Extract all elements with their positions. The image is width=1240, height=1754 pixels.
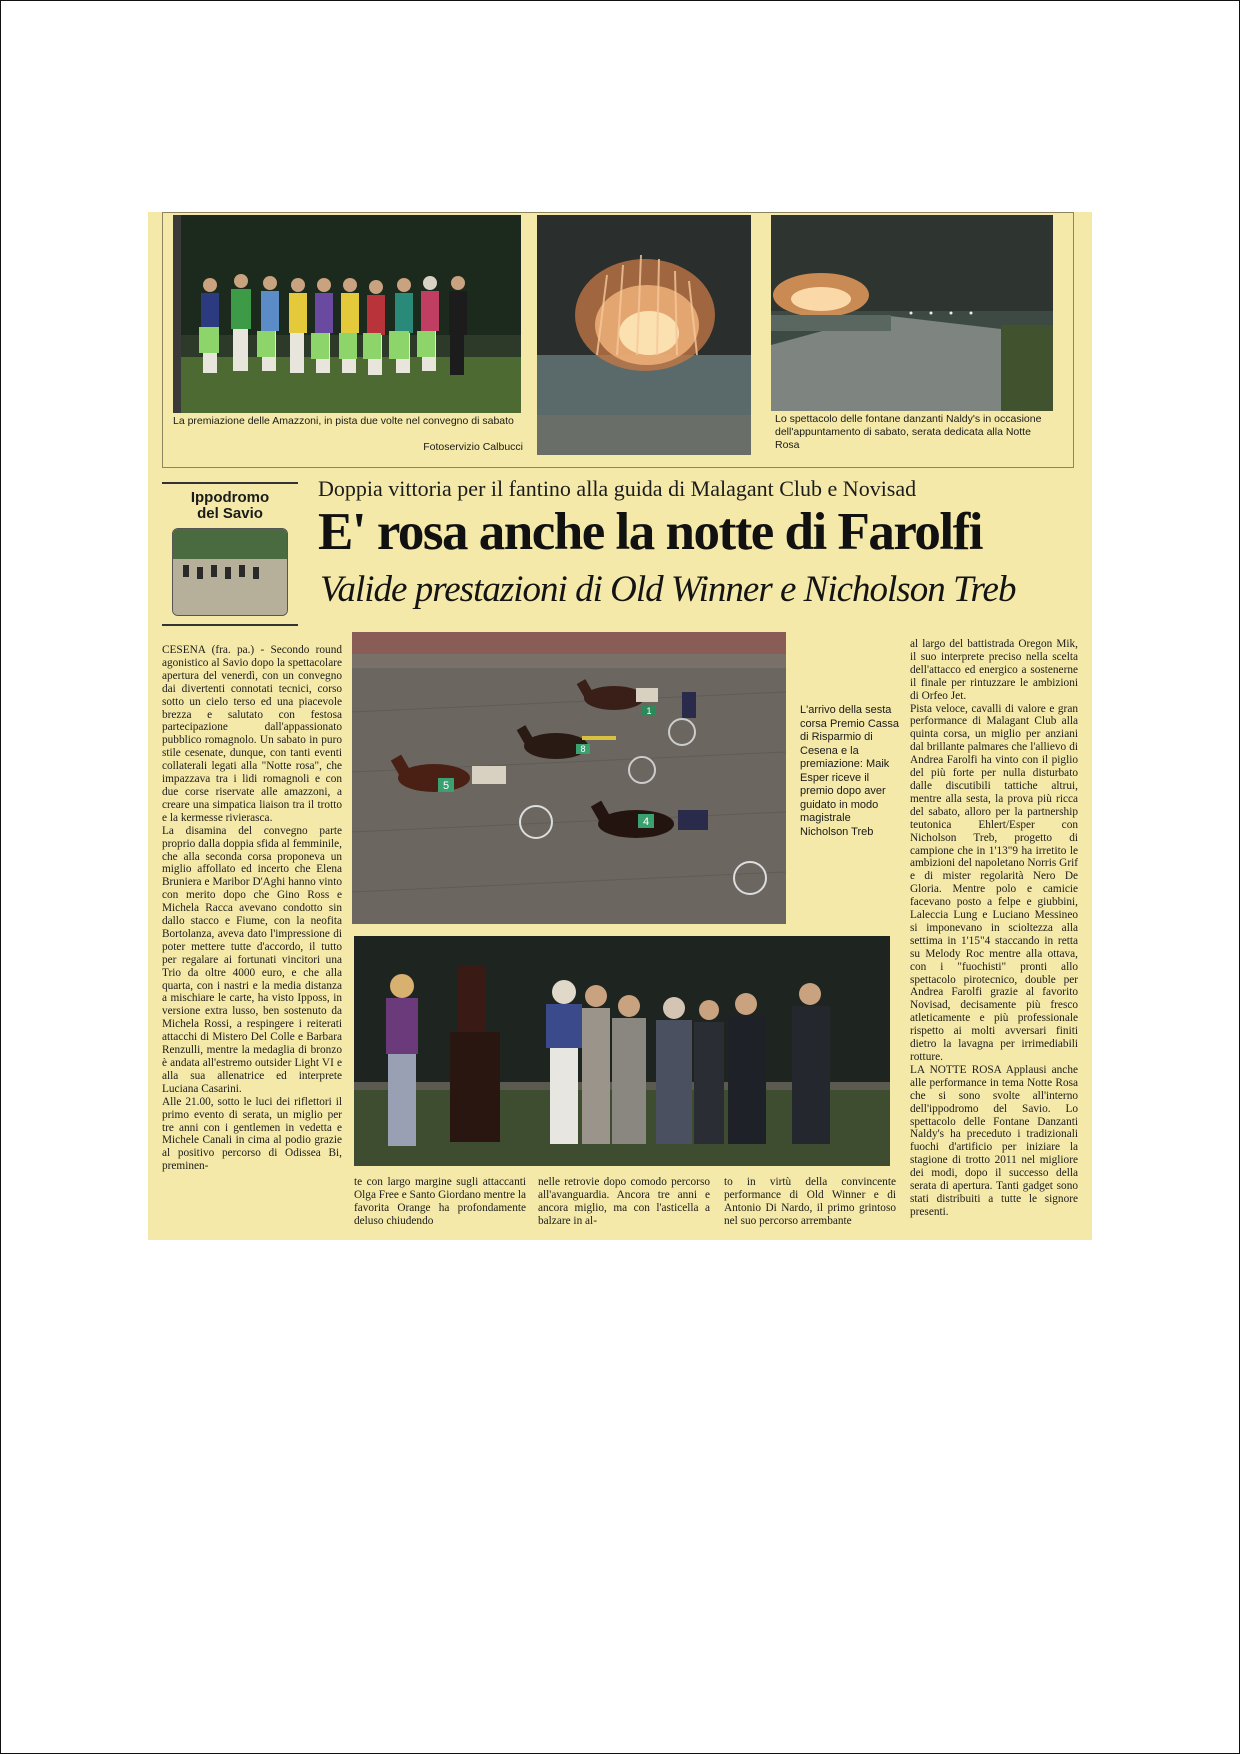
article-kicker: Doppia vittoria per il fantino alla guida di Malagant Club e Novisad xyxy=(318,476,917,501)
body-column-3 xyxy=(538,1176,710,1230)
body-col4-para: to in virtù della convincente performance di Old Winner e di Antonio Di Nardo, il primo grintoso nel suo percorso arrembante xyxy=(724,1176,896,1227)
photo-fountain xyxy=(537,215,751,455)
body-column-5 xyxy=(910,638,1078,1230)
section-title-line2: del Savio xyxy=(197,505,263,522)
race-bib-8: 8 xyxy=(580,744,586,754)
body-col5-para2: Pista veloce, cavalli di valore e gran performance di Malagant Club alla quinta corsa, un miglio per anziani dal brillante palmares che l'allievo di Andrea Farolfi ha vinto con il piglio del più forte per nulla disturbato dalle discutibili tattiche altrui, mentre alla sesta, la prova più ricca del sabato, alloro per la partnership teutonica Ehlert/Esper con Nicholson Treb, progetto di campione che in 1'13"9 ha irretito le ambizioni del napoletano Norris Grif e di mister regolarità Nero De Gloria. Mentre polo e camicie facevano posto a felpe e giubbini, Laleccia Lung e Luciano Messineo si imponevano in scioltezza alla settima in 1'15"4 staccando in retta su Melody Roc mentre alla ottava, con i "fuochisti" pronti allo spettacolo pirotecnico, double per Andrea Farolfi grazie al favorito Novisad, decisamente più fresco atleticamente e più professionale rispetto ai molti avversari finiti dietro la lavagna per irrimediabili rotture. xyxy=(910,702,1078,1063)
body-col5-para3: LA NOTTE ROSA Applausi anche alle performance in tema Notte Rosa che si sono svolte all'interno dell'ippodromo del Savio. Lo spettacolo delle Fontane Danzanti Naldy's ha preceduto i tradizionali fuochi d'artificio per iniziare la stagione di trotto 2011 nel migliore dei modi, dopo il successo della serata di apertura. Tanti gadget sono stati distribuiti a tutte le signore presenti. xyxy=(910,1063,1078,1218)
race-bib-5: 5 xyxy=(442,780,450,792)
article-headline: E' rosa anche la notte di Farolfi xyxy=(318,503,983,561)
caption-amazzoni: La premiazione delle Amazzoni, in pista due volte nel convegno di sabato xyxy=(173,415,514,427)
caption-fountain: Lo spettacolo delle fontane danzanti Naldy's in occasione dell'appuntamento di sabato, serata dedicata alla Notte Rosa xyxy=(775,413,1042,451)
section-box xyxy=(162,482,298,626)
race-bib-4: 4 xyxy=(642,816,650,828)
photo-award-ceremony xyxy=(354,936,890,1166)
article-subhead: Valide prestazioni di Old Winner e Nicholson Treb xyxy=(320,569,1016,610)
body-col1-para2: La disamina del convegno parte proprio dalla doppia sfida al femminile, che alla seconda corsa proponeva un miglio affollato ed incerto che Elena Bruniera e Maribor D'Aghi hanno vinto con merito dopo che Gino Ross e Michela Racca avevano condotto sin dallo stacco e Fiume, con la neofita Bortolanza, aveva dato l'impressione di poter mettere tutte d'accordo, il tutto per regalare ai fortunati vincitori una Trio da oltre 4000 euro, e che alla quarta, con i nastri e la media distanza a mischiare le carte, ha visto Ipposs, in versione extra lusso, ben sostenuto da Michela Rossi, a respingere i reiterati attacchi di Mistero Del Colle e Barbara Renzulli, mentre la medaglia di bronzo è andata all'estremo outsider Light VI e alla sua allenatrice ed interprete Luciana Casarini. xyxy=(162,824,342,1095)
photo-credit: Fotoservizio Calbucci xyxy=(423,441,523,453)
body-col3-para: nelle retrovie dopo comodo percorso all'avanguardia. Ancora tre anni e ancora miglio, ma con l'asticella a balzare in al- xyxy=(538,1176,710,1227)
section-title-line1: Ippodromo xyxy=(190,489,270,506)
race-bib-1: 1 xyxy=(646,706,652,716)
body-column-4 xyxy=(724,1176,896,1230)
caption-race-finish: L'arrivo della sesta corsa Premio Cassa di Risparmio di Cesena e la premiazione: Maik Esper riceve il premio dopo aver guidato in modo magistrale Nicholson Treb xyxy=(800,704,900,838)
section-thumbnail xyxy=(172,528,288,616)
body-column-2 xyxy=(354,1176,526,1230)
body-col1-para3: Alle 21.00, sotto le luci dei riflettori il primo evento di serata, un miglio per tre anni con i gentlemen in vedetta e Michele Canali in cima al podio grazie al positivo percorso di Odissea Bi, preminen- xyxy=(162,1095,342,1173)
photo-amazzoni xyxy=(173,215,521,413)
top-photo-strip xyxy=(162,212,1074,468)
body-col2-para: te con largo margine sugli attaccanti Olga Free e Santo Giordano mentre la favorita Orange ha profondamente deluso chiudendo xyxy=(354,1176,526,1227)
body-col1-para1: CESENA (fra. pa.) - Secondo round agonistico al Savio dopo la spettacolare apertura del venerdì, con un convegno dai divertenti connotati tecnici, corso sotto un cielo terso ed una piacevole brezza e salutato con festosa partecipazione dall'appassionato pubblico romagnolo. Un sabato in puro stile cesenate, dunque, con tanti eventi collaterali legati alla "Notte rosa", che impazzava tra i lidi romagnoli e con due corse riservate alle amazzoni, a creare una simpatica liaison tra il trotto e la kermesse rivierasca. xyxy=(162,644,342,824)
photo-race-finish xyxy=(352,632,786,924)
body-col5-para1: al largo del battistrada Oregon Mik, il suo interprete preciso nella scelta dell'attacco ed energico a sostenerne il finale per rintuzzare le ambizioni di Orfeo Jet. xyxy=(910,638,1078,702)
newspaper-clipping xyxy=(148,212,1092,1240)
photo-fountain-distance xyxy=(771,215,1053,411)
section-title xyxy=(162,490,298,522)
body-column-1 xyxy=(162,644,342,1228)
